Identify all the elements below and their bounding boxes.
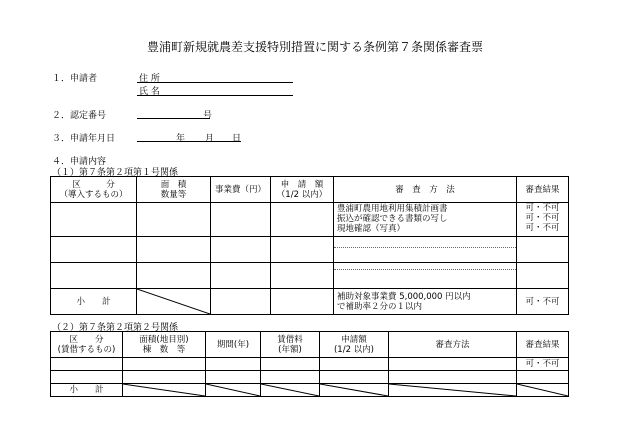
section1-header-row bbox=[51, 177, 569, 203]
section2-header-row bbox=[51, 332, 569, 358]
document-title: 豊浦町新規就農差支援特別措置に関する条例第７条関係審査票 bbox=[146, 40, 483, 54]
subtotal-quantity-slash bbox=[137, 289, 211, 315]
diagonal-slash bbox=[137, 289, 210, 314]
section2-heading: （２）第７条第２項第２号関係 bbox=[52, 323, 179, 333]
method-cell[interactable] bbox=[334, 263, 517, 289]
dotted-line bbox=[334, 247, 516, 248]
month-label: 月 bbox=[205, 134, 215, 144]
result-option[interactable]: 可・不可 bbox=[525, 223, 560, 233]
application-date-label: ３．申請年月日 bbox=[52, 134, 116, 144]
period-cell[interactable] bbox=[206, 358, 261, 371]
subtotal-area-slash bbox=[123, 384, 206, 397]
subtotal-label: 小 計 bbox=[51, 384, 123, 397]
diagonal-slash bbox=[389, 384, 516, 396]
address-line[interactable] bbox=[137, 82, 293, 83]
result-option[interactable]: 可・不可 bbox=[525, 203, 560, 213]
category-cell[interactable] bbox=[51, 371, 123, 384]
category-cell[interactable] bbox=[51, 203, 137, 237]
method-cell bbox=[334, 203, 517, 237]
amount-cell[interactable] bbox=[271, 203, 334, 237]
header-period: 期間(年) bbox=[206, 332, 261, 358]
result-cell[interactable] bbox=[517, 263, 569, 289]
approval-number-label: ２．認定番号 bbox=[52, 111, 107, 121]
header-amount: 申 請 額 （1/2 以内） bbox=[271, 177, 334, 203]
table-row bbox=[51, 237, 569, 263]
table-row bbox=[51, 358, 569, 371]
subtotal-note: 補助対象事業費 5,000,000 円以内 で補助率２分の１以内 bbox=[334, 289, 517, 315]
application-content-label: ４．申請内容 bbox=[52, 157, 107, 167]
subtotal-result-slash bbox=[517, 384, 569, 397]
result-cell bbox=[517, 203, 569, 237]
diagonal-slash bbox=[261, 384, 319, 396]
subtotal-row bbox=[51, 384, 569, 397]
table-row bbox=[51, 371, 569, 384]
quantity-cell[interactable] bbox=[137, 237, 211, 263]
amount-cell[interactable] bbox=[271, 263, 334, 289]
method-item: 豊浦町農用地利用集積計画書 bbox=[337, 204, 448, 214]
approval-number-line[interactable] bbox=[137, 118, 210, 119]
subtotal-label: 小 計 bbox=[51, 289, 137, 315]
method-cell[interactable] bbox=[389, 358, 517, 371]
subtotal-rent-slash bbox=[261, 384, 320, 397]
table-row bbox=[51, 203, 569, 237]
subtotal-period-slash bbox=[206, 384, 261, 397]
category-cell[interactable] bbox=[51, 263, 137, 289]
method-item: 振込が確認できる書類の写し bbox=[337, 214, 448, 224]
header-result: 審査結果 bbox=[517, 177, 569, 203]
quantity-cell[interactable] bbox=[137, 263, 211, 289]
dotted-line bbox=[334, 269, 516, 270]
diagonal-slash bbox=[123, 384, 205, 396]
result-cell[interactable] bbox=[517, 371, 569, 384]
method-cell[interactable] bbox=[389, 371, 517, 384]
name-label: 氏 名 bbox=[139, 87, 160, 97]
quantity-cell[interactable] bbox=[137, 203, 211, 237]
header-result: 審査結果 bbox=[517, 332, 569, 358]
header-area: 面積(地目別) 棟 数 等 bbox=[123, 332, 206, 358]
diagonal-slash bbox=[320, 384, 388, 396]
period-cell[interactable] bbox=[206, 371, 261, 384]
header-category: 区 分 （導入するもの） bbox=[51, 177, 137, 203]
subtotal-row bbox=[51, 289, 569, 315]
cost-cell[interactable] bbox=[211, 203, 271, 237]
name-line[interactable] bbox=[137, 95, 293, 96]
rent-cell[interactable] bbox=[261, 358, 320, 371]
result-cell[interactable]: 可・不可 bbox=[517, 358, 569, 371]
cost-cell[interactable] bbox=[211, 263, 271, 289]
header-quantity: 面 積 数量等 bbox=[137, 177, 211, 203]
header-method: 審査方法 bbox=[389, 332, 517, 358]
method-item: 現地確認（写真） bbox=[337, 224, 406, 234]
table-row bbox=[51, 263, 569, 289]
application-date-line[interactable] bbox=[137, 141, 241, 142]
address-label: 住 所 bbox=[139, 74, 160, 84]
category-cell[interactable] bbox=[51, 358, 123, 371]
subtotal-cost[interactable] bbox=[211, 289, 271, 315]
number-suffix: 号 bbox=[203, 111, 213, 121]
diagonal-slash bbox=[517, 384, 568, 396]
subtotal-result[interactable]: 可・不可 bbox=[517, 289, 569, 315]
day-label: 日 bbox=[232, 134, 242, 144]
header-category: 区 分 (賃借するもの) bbox=[51, 332, 123, 358]
header-amount: 申請額 (1/2 以内) bbox=[320, 332, 389, 358]
header-cost: 事業費（円） bbox=[211, 177, 271, 203]
header-method: 審 査 方 法 bbox=[334, 177, 517, 203]
section1-heading: （１）第７条第２項第１号関係 bbox=[52, 168, 179, 178]
cost-cell[interactable] bbox=[211, 237, 271, 263]
category-cell[interactable] bbox=[51, 237, 137, 263]
diagonal-slash bbox=[206, 384, 260, 396]
year-label: 年 bbox=[176, 134, 186, 144]
amount-cell[interactable] bbox=[320, 358, 389, 371]
rent-cell[interactable] bbox=[261, 371, 320, 384]
applicant-label: １．申請者 bbox=[52, 74, 98, 84]
result-cell[interactable] bbox=[517, 237, 569, 263]
section1-table bbox=[50, 176, 569, 315]
result-option[interactable]: 可・不可 bbox=[525, 213, 560, 223]
area-cell[interactable] bbox=[123, 371, 206, 384]
amount-cell[interactable] bbox=[271, 237, 334, 263]
amount-cell[interactable] bbox=[320, 371, 389, 384]
subtotal-amount[interactable] bbox=[271, 289, 334, 315]
subtotal-amount-slash bbox=[320, 384, 389, 397]
header-rent: 賃借料 (年額) bbox=[261, 332, 320, 358]
subtotal-method-slash bbox=[389, 384, 517, 397]
method-cell[interactable] bbox=[334, 237, 517, 263]
section2-table bbox=[50, 331, 569, 397]
area-cell[interactable] bbox=[123, 358, 206, 371]
